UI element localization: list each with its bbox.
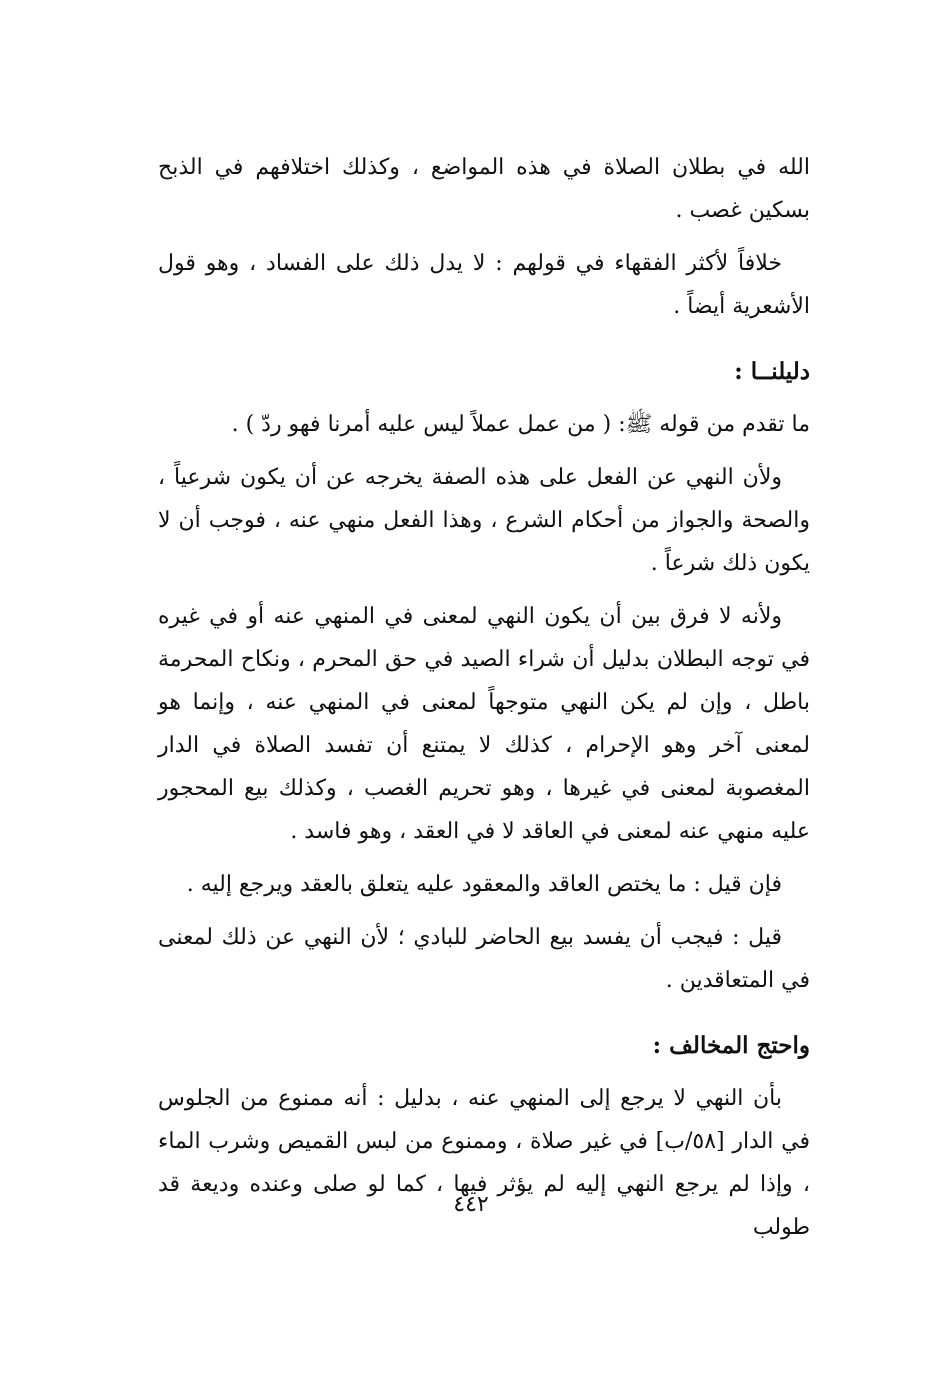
page-number: ٤٤٢ — [453, 1192, 489, 1217]
paragraph-1: الله في بطلان الصلاة في هذه المواضع ، وكذلك اختلافهم في الذبح بسكين غصب . — [158, 155, 810, 223]
paragraph-8: بأن النهي لا يرجع إلى المنهي عنه ، بدليل : أنه ممنوع من الجلوس في الدار [٥٨/ب] في غير صلاة ، وممنوع من لبس القميص وشرب الماء ، وإذا لم يرجع النهي إليه لم يؤثر فيها ، كما لو صلى وعنده وديعة قد طولب — [158, 1086, 810, 1240]
page-body — [158, 146, 810, 1259]
heading-our-evidence: دليلنــا : — [734, 358, 810, 385]
paragraph-7: قيل : فيجب أن يفسد بيع الحاضر للبادي ؛ لأن النهي عن ذلك لمعنى في المتعاقدين . — [158, 925, 810, 993]
heading-opponent-argument: واحتج المخالف : — [652, 1032, 810, 1059]
paragraph-4: ولأن النهي عن الفعل على هذه الصفة يخرجه عن أن يكون شرعياً ، والصحة والجواز من أحكام الشرع ، وهذا الفعل منهي عنه ، فوجب أن لا يكون ذلك شرعاً . — [158, 465, 810, 576]
paragraph-5: ولأنه لا فرق بين أن يكون النهي لمعنى في المنهي عنه أو في غيره في توجه البطلان بدليل أن شراء الصيد في حق المحرم ، ونكاح المحرمة باطل ، وإن لم يكن النهي متوجهاً لمعنى في المنهي عنه ، وإنما هو لمعنى آخر وهو الإحرام ، كذلك لا يمتنع أن تفسد الصلاة في الدار المغصوبة لمعنى في غيرها ، وهو تحريم الغصب ، وكذلك بيع المحجور عليه منهي عنه لمعنى في العاقد لا في العقد ، وهو فاسد . — [158, 604, 810, 844]
paragraph-2: خلافاً لأكثر الفقهاء في قولهم : لا يدل ذلك على الفساد ، وهو قول الأشعرية أيضاً . — [158, 251, 810, 319]
paragraph-3: ما تقدم من قوله ﷺ: ( من عمل عملاً ليس عليه أمرنا فهو ردّ ) . — [231, 412, 810, 437]
paragraph-6: فإن قيل : ما يختص العاقد والمعقود عليه يتعلق بالعقد ويرجع إليه . — [186, 872, 782, 897]
